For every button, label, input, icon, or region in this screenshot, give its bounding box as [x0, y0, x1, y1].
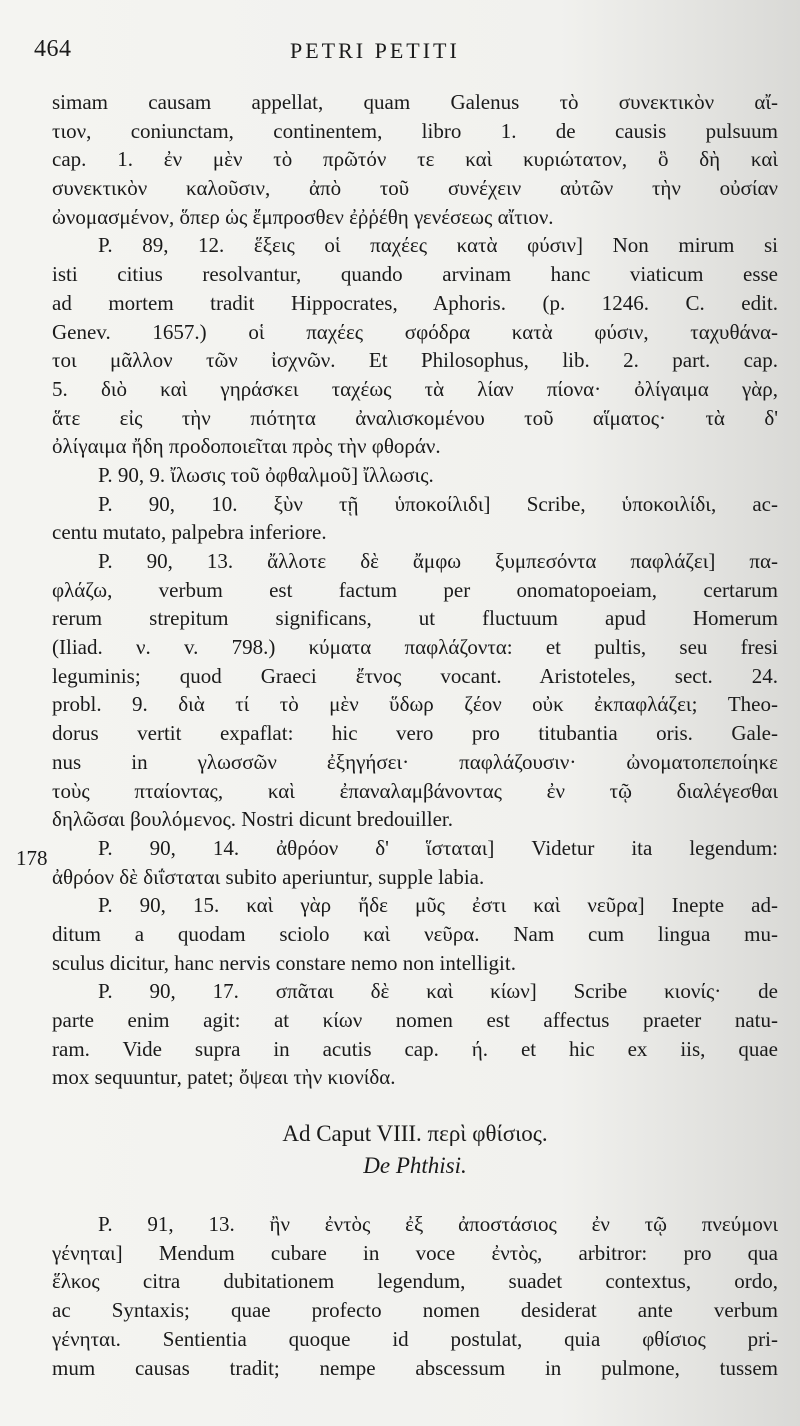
text-line: P. 90, 10. ξὺν τῇ ὑποκοίλιδι] Scribe, ὑποκοιλίδι, ac-	[98, 491, 778, 516]
text-line: ἀθρόον δὲ διΐσταται subito aperiuntur, supple labia.	[52, 864, 485, 889]
text-line: Genev. 1657.) οἱ παχέες σφόδρα κατὰ φύσιν, ταχυθάνα-	[52, 319, 778, 344]
text-line: ἅτε εἰς τὴν πιότητα ἀναλισκομένου τοῦ αἵματος· τὰ δ'	[52, 405, 778, 430]
text-line: ὠνομασμένον, ὅπερ ὡς ἔμπροσθεν ἐῤῥέθη γενέσεως αἴτιον.	[52, 204, 554, 229]
text-line: P. 90, 13. ἄλλοτε δὲ ἄμφω ξυμπεσόντα παφλάζει] πα-	[98, 549, 778, 573]
text-line: 5. διὸ καὶ γηράσκει ταχέως τὰ λίαν πίονα· ὀλίγαιμα γὰρ,	[52, 376, 778, 401]
text-line: ditum a quodam sciolo καὶ νεῦρα. Nam cum lingua mu-	[52, 921, 778, 946]
text-line: P. 91, 13. ἢν ἐντὸς ἐξ ἀποστάσιος ἐν τῷ πνεύμονι	[98, 1212, 778, 1237]
text-line: συνεκτικὸν καλοῦσιν, ἀπὸ τοῦ συνέχειν αὐτῶν τὴν οὐσίαν	[52, 176, 778, 201]
text-line: isti citius resolvantur, quando arvinam hanc viaticum esse	[52, 262, 778, 287]
text-line: P. 89, 12. ἕξεις οἱ παχέες κατὰ φύσιν] Non mirum si	[98, 233, 778, 258]
text-line: ac Syntaxis; quae profecto nomen desiderat ante verbum	[52, 1298, 778, 1323]
text-line: δηλῶσαι βουλόμενος. Nostri dicunt bredouiller.	[52, 807, 453, 832]
text-line: simam causam appellat, quam Galenus τὸ συνεκτικὸν αἴ-	[52, 90, 778, 114]
text-line: dorus vertit expaflat: hic vero pro titubantia oris. Gale-	[52, 721, 778, 746]
page-body	[52, 88, 778, 1382]
text-line: P. 90, 17. σπᾶται δὲ καὶ κίων] Scribe κιονίς· de	[98, 979, 778, 1004]
text-line: P. 90, 9. ἴλωσις τοῦ ὀφθαλμοῦ] ἴλλωσις.	[98, 462, 434, 487]
text-line: ad mortem tradit Hippocrates, Aphoris. (p. 1246. C. edit.	[52, 290, 778, 315]
text-line: centu mutato, palpebra inferiore.	[52, 520, 327, 545]
text-line: parte enim agit: at κίων nomen est affectus praeter natu-	[52, 1008, 778, 1032]
text-line: leguminis; quod Graeci ἔτνος vocant. Aristoteles, sect. 24.	[52, 663, 778, 688]
section-subheading: De Phthisi.	[363, 1153, 467, 1179]
text-line: φλάζω, verbum est factum per onomatopoeiam, certarum	[52, 577, 778, 602]
text-line: γένηται] Mendum cubare in voce ἐντὸς, arbitror: pro qua	[52, 1240, 778, 1265]
text-line: mum causas tradit; nempe abscessum in pulmone, tussem	[52, 1355, 778, 1380]
page-number: 464	[34, 36, 72, 62]
text-line: mox sequuntur, patet; ὄψεαι τὴν κιονίδα.	[52, 1065, 396, 1090]
text-line: P. 90, 14. ἀθρόον δ' ἵσταται] Videtur ita legendum:	[98, 835, 778, 860]
text-line: ram. Vide supra in acutis cap. ή. et hic ex iis, quae	[52, 1036, 778, 1061]
text-line: ἕλκος citra dubitationem legendum, suadet contextus, ordo,	[52, 1269, 778, 1294]
text-line: nus in γλωσσῶν ἐξηγήσει· παφλάζουσιν· ὠνοματοπεποίηκε	[52, 749, 778, 774]
text-line: τοι μᾶλλον τῶν ἰσχνῶν. Et Philosophus, lib. 2. part. cap.	[52, 348, 778, 373]
text-line: ὀλίγαιμα ἤδη προδοποιεῖται πρὸς τὴν φθοράν.	[52, 434, 441, 459]
text-line: P. 90, 15. καὶ γὰρ ἥδε μῦς ἐστι καὶ νεῦρα] Inepte ad-	[98, 893, 778, 918]
text-line: sculus dicitur, hanc nervis constare nemo non intelligit.	[52, 950, 516, 975]
text-line: probl. 9. διὰ τί τὸ μὲν ὕδωρ ζέον οὐκ ἐκπαφλάζει; Theo-	[52, 692, 778, 717]
margin-number: 178	[16, 846, 48, 870]
text-line: cap. 1. ἐν μὲν τὸ πρῶτόν τε καὶ κυριώτατον, ὃ δὴ καὶ	[52, 147, 778, 172]
text-line: (Iliad. ν. v. 798.) κύματα παφλάζοντα: et pultis, seu fresi	[52, 635, 778, 660]
section-heading: Ad Caput VIII. περὶ φθίσιος.	[282, 1121, 548, 1147]
text-line: τιον, coniunctam, continentem, libro 1. de causis pulsuum	[52, 118, 778, 143]
text-line: γένηται. Sentientia quoque id postulat, quia φθίσιος pri-	[52, 1326, 778, 1351]
running-head: PETRI PETITI	[290, 38, 460, 63]
text-line: τοὺς πταίοντας, καὶ ἐπαναλαμβάνοντας ἐν τῷ διαλέγεσθαι	[52, 778, 778, 803]
text-line: rerum strepitum significans, ut fluctuum apud Homerum	[52, 606, 778, 631]
